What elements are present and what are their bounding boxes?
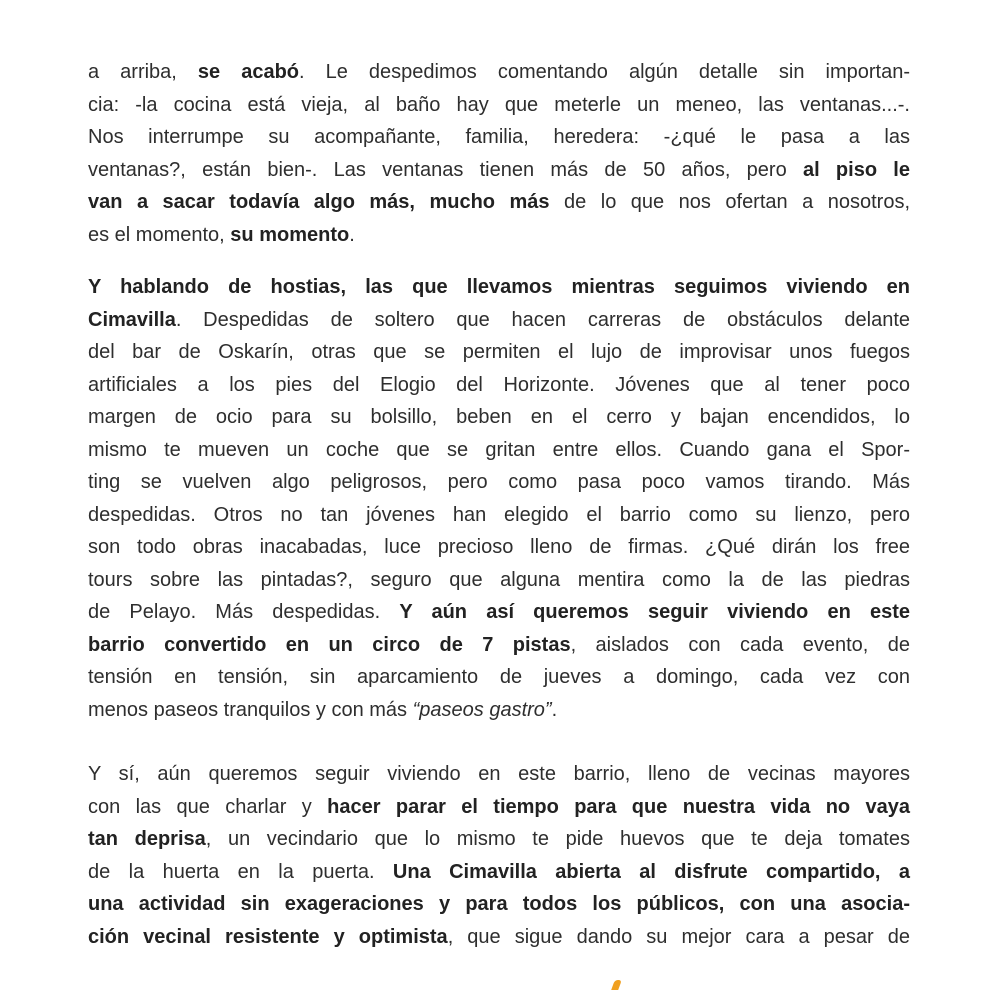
- text-segment: de Pelayo. Más despedidas.: [88, 601, 400, 623]
- bold-text: al piso le: [802, 158, 910, 181]
- text-line: [88, 888, 910, 920]
- text-line: [88, 856, 910, 888]
- text-segment: despedidas. Otros no tan jóvenes han elegido el barrio como su lienzo, pero: [88, 503, 910, 526]
- text-line: [88, 661, 910, 693]
- bold-text: Cimavilla: [88, 308, 176, 331]
- text-line: [88, 271, 910, 303]
- text-segment: , un vecindario que lo mismo te pide huevos que te deja tomates: [205, 828, 910, 850]
- text-segment: Nos interrumpe su acompañante, familia, heredera: -¿qué le pasa a las: [88, 126, 910, 148]
- bold-text: hacer parar el tiempo para que nuestra vida no vaya: [327, 795, 910, 818]
- text-line: [88, 499, 910, 531]
- text-line: [88, 564, 910, 596]
- text-line: [88, 921, 910, 953]
- text-line: [88, 629, 910, 661]
- text-segment: cia: -la cocina está vieja, al baño hay que meterle un meneo, las ventanas...-.: [88, 93, 910, 116]
- text-segment: .: [551, 698, 558, 721]
- text-segment: son todo obras inacabadas, luce precioso lleno de firmas. ¿Qué dirán los free: [88, 536, 910, 558]
- text-segment: tensión en tensión, sin aparcamiento de jueves a domingo, cada vez con: [88, 666, 910, 688]
- bold-text: Y hablando de hostias, las que llevamos mientras seguimos viviendo en: [88, 276, 910, 298]
- text-line: [88, 401, 910, 433]
- text-segment: tours sobre las pintadas?, seguro que alguna mentira como la de las piedras: [88, 568, 910, 591]
- bold-text: Una Cimavilla abierta al disfrute compartido, a: [392, 860, 910, 883]
- text-segment: menos paseos tranquilos y con más: [88, 698, 413, 721]
- bold-text: barrio convertido en un circo de 7 pistas: [88, 633, 571, 656]
- text-segment: , aislados con cada evento, de: [570, 633, 911, 656]
- text-segment: ventanas?, están bien-. Las ventanas tienen más de 50 años, pero: [88, 158, 803, 181]
- text-line: [88, 304, 910, 336]
- text-line: [88, 219, 910, 251]
- text-line: [88, 758, 910, 790]
- text-line: [88, 369, 910, 401]
- text-segment: con las que charlar y: [88, 795, 328, 818]
- text-line: [88, 121, 910, 153]
- bold-text: una actividad sin exageraciones y para todos los públicos, con una asocia-: [88, 893, 910, 915]
- text-segment: mismo te mueven un coche que se gritan entre ellos. Cuando gana el Spor-: [88, 438, 910, 461]
- text-segment: . Le despedimos comentando algún detalle sin importan-: [299, 61, 911, 83]
- text-line: [88, 56, 910, 88]
- bold-text: van a sacar todavía algo más, mucho más: [88, 191, 550, 213]
- text-segment: .: [349, 223, 355, 246]
- decorative-accent-mark: [611, 980, 622, 990]
- text-line: [88, 531, 910, 563]
- text-line: [88, 466, 910, 498]
- bold-text: ción vecinal resistente y optimista: [88, 925, 448, 948]
- text-line: [88, 823, 910, 855]
- text-segment: . Despedidas de soltero que hacen carreras de obstáculos delante: [175, 308, 910, 331]
- text-segment: es el momento,: [88, 223, 231, 246]
- bold-text: tan deprisa: [88, 828, 206, 850]
- text-segment: a arriba,: [88, 61, 198, 83]
- text-line: [88, 89, 910, 121]
- text-segment: margen de ocio para su bolsillo, beben en el cerro y bajan encendidos, lo: [88, 406, 910, 428]
- bold-text: Y aún así queremos seguir viviendo en este: [399, 601, 910, 623]
- text-segment: del bar de Oskarín, otras que se permiten el lujo de improvisar unos fuegos: [88, 341, 910, 363]
- text-segment: de la huerta en la puerta.: [88, 860, 393, 883]
- text-line: [88, 791, 910, 823]
- text-line: [88, 154, 910, 186]
- text-segment: de lo que nos ofertan a nosotros,: [549, 191, 911, 213]
- text-segment: artificiales a los pies del Elogio del Horizonte. Jóvenes que al tener poco: [88, 373, 910, 396]
- italic-text: “paseos gastro”: [412, 698, 552, 721]
- text-line: [88, 434, 910, 466]
- bold-text: su momento: [230, 223, 350, 246]
- text-segment: ting se vuelven algo peligrosos, pero como pasa poco vamos tirando. Más: [88, 471, 910, 493]
- text-line: [88, 336, 910, 368]
- text-segment: , que sigue dando su mejor cara a pesar de: [447, 925, 910, 948]
- bold-text: se acabó: [197, 61, 300, 83]
- text-line: [88, 694, 910, 726]
- text-line: [88, 186, 910, 218]
- text-line: [88, 596, 910, 628]
- text-segment: Y sí, aún queremos seguir viviendo en este barrio, lleno de vecinas mayores: [88, 763, 910, 785]
